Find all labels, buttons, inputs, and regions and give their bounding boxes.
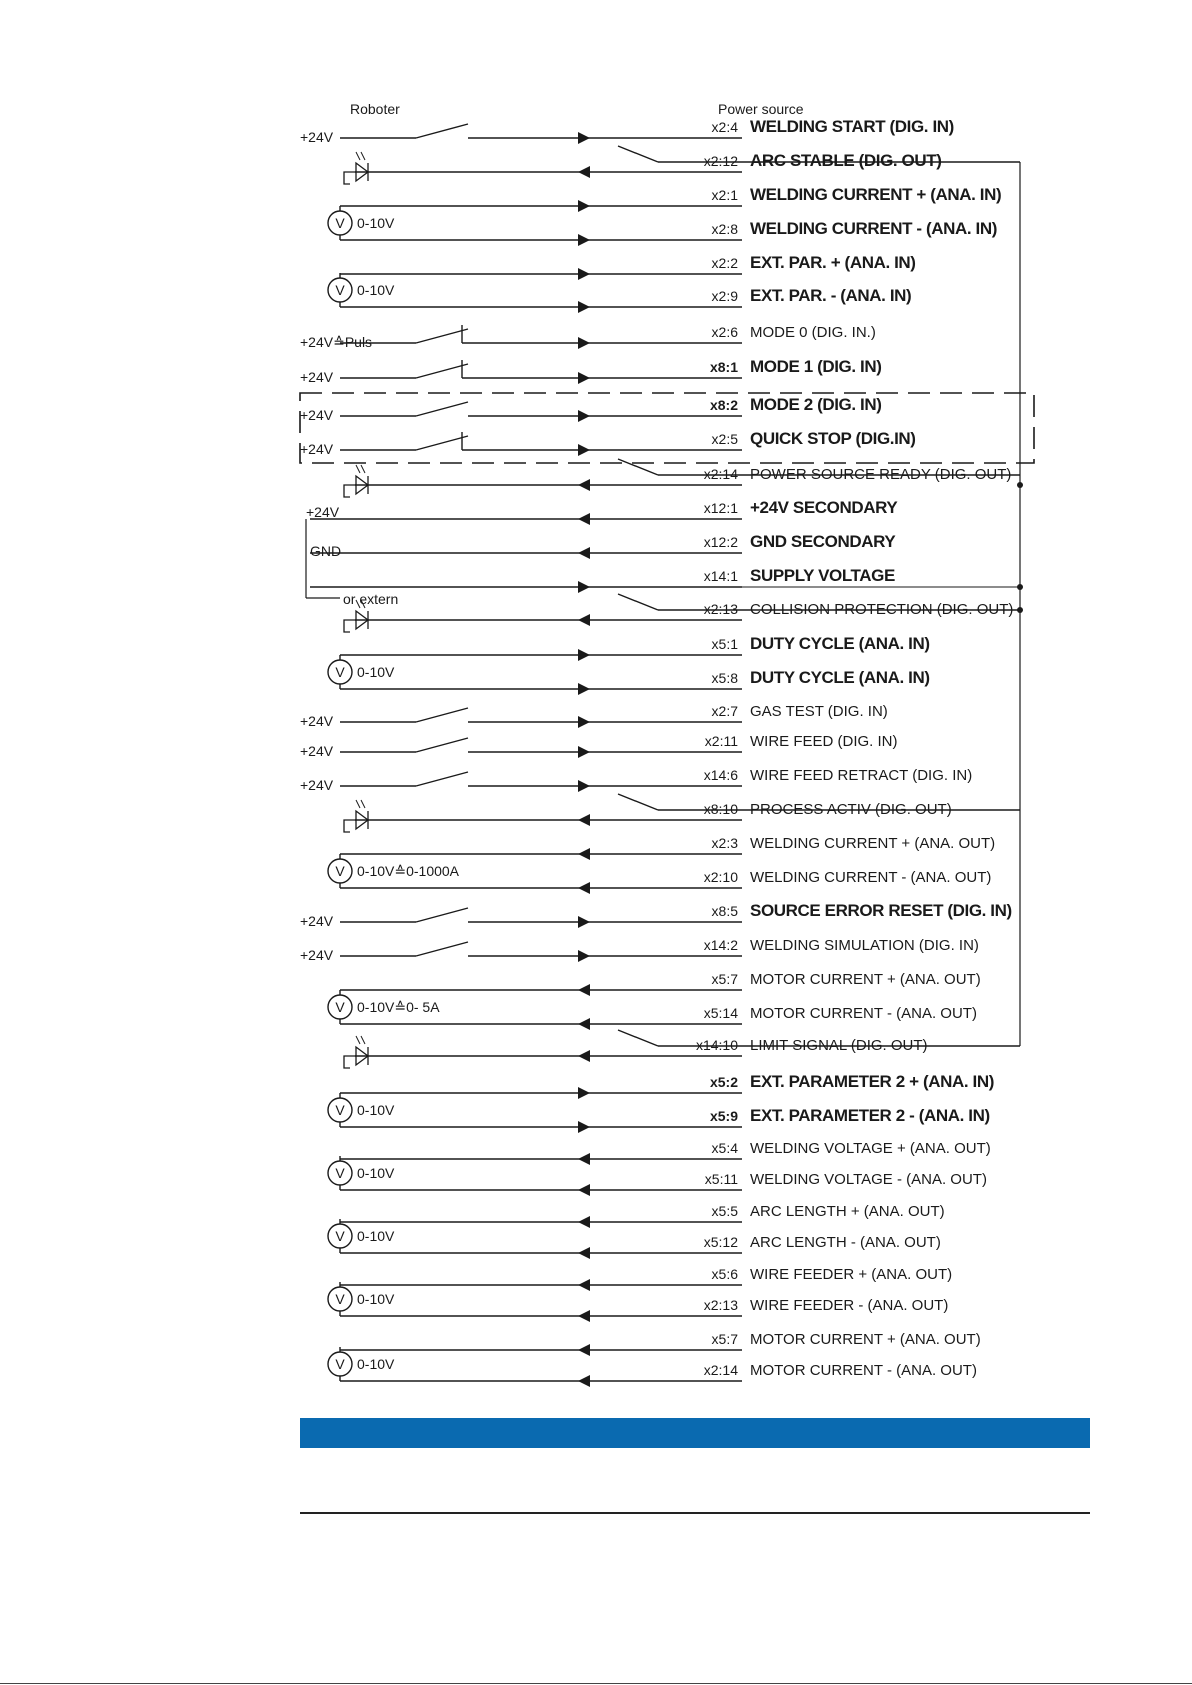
- pin-label: x2:5: [711, 431, 738, 447]
- signal-label: WELDING CURRENT + (ANA. OUT): [750, 835, 996, 852]
- ground-symbol: [344, 1056, 356, 1068]
- voltage-range-label: 0-10V: [357, 1228, 395, 1244]
- arrow-out: [578, 1375, 590, 1387]
- signal-label: WELDING VOLTAGE + (ANA. OUT): [750, 1140, 991, 1157]
- pin-label: x2:8: [711, 221, 738, 237]
- voltage-range-label: 0-10V≙0- 5A: [357, 999, 440, 1015]
- arrow-out: [578, 1310, 590, 1322]
- signal-row: [344, 794, 1020, 832]
- pin-label: x12:1: [703, 500, 738, 516]
- arrow-in: [578, 268, 590, 280]
- pin-label: x5:14: [703, 1005, 738, 1021]
- arrow-out: [578, 848, 590, 860]
- pin-label: x5:7: [711, 1331, 738, 1347]
- signal-row: [300, 357, 882, 385]
- voltmeter-symbol: V: [335, 1291, 345, 1307]
- signal-label: MODE 0 (DIG. IN.): [750, 324, 876, 341]
- source-label: +24V: [300, 947, 334, 963]
- source-label: +24V: [300, 407, 334, 423]
- pin-label: x8:5: [711, 903, 738, 919]
- source-label: +24V: [300, 369, 334, 385]
- signal-label: ARC STABLE (DIG. OUT): [750, 151, 942, 170]
- arrow-in: [578, 950, 590, 962]
- ground-symbol: [344, 485, 356, 497]
- pin-label: x5:7: [711, 971, 738, 987]
- signal-label: WIRE FEED (DIG. IN): [750, 733, 898, 750]
- signal-row: [340, 185, 1001, 212]
- voltmeter-symbol: V: [335, 999, 345, 1015]
- pin-label: x5:6: [711, 1266, 738, 1282]
- signal-row: [328, 1093, 990, 1133]
- power-source-header: Power source: [718, 101, 804, 117]
- signal-row: [328, 1347, 977, 1387]
- source-label: +24V: [300, 743, 334, 759]
- signal-label: MODE 2 (DIG. IN): [750, 395, 882, 414]
- signal-row: [328, 206, 997, 246]
- signal-row: [328, 655, 930, 695]
- pin-label: x2:14: [703, 1362, 738, 1378]
- signal-label: MODE 1 (DIG. IN): [750, 357, 882, 376]
- voltmeter-symbol: V: [335, 282, 345, 298]
- signal-label: +24V SECONDARY: [750, 498, 898, 517]
- signal-label: WIRE FEED RETRACT (DIG. IN): [750, 767, 973, 784]
- signal-label: COLLISION PROTECTION (DIG. OUT): [750, 601, 1014, 618]
- pin-label: x14:1: [703, 568, 738, 584]
- arrow-out: [578, 984, 590, 996]
- signal-row: [328, 273, 911, 313]
- signal-label: GND SECONDARY: [750, 532, 896, 551]
- pin-label: x2:3: [711, 835, 738, 851]
- pin-label: x5:8: [711, 670, 738, 686]
- led-ray: [356, 152, 360, 160]
- led-ray: [361, 465, 365, 473]
- secondary-plus24-label: +24V: [306, 504, 340, 520]
- arrow-out: [578, 479, 590, 491]
- arrow-in: [578, 581, 590, 593]
- signal-label: PROCESS ACTIV (DIG. OUT): [750, 801, 952, 818]
- signal-row: [300, 901, 1012, 929]
- relay-contact: [618, 459, 658, 475]
- page-bottom-rule: [0, 1683, 1192, 1684]
- arrow-in: [578, 301, 590, 313]
- pin-label: x5:11: [704, 1171, 738, 1187]
- signal-label: WIRE FEEDER - (ANA. OUT): [750, 1297, 949, 1314]
- pin-label: x8:2: [709, 397, 738, 413]
- arrow-in: [578, 780, 590, 792]
- arrow-in: [578, 337, 590, 349]
- arrow-out: [578, 614, 590, 626]
- signal-label: EXT. PAR. - (ANA. IN): [750, 286, 912, 305]
- junction-dot: [1017, 607, 1023, 613]
- signal-row: [340, 1266, 952, 1291]
- arrow-out: [578, 1050, 590, 1062]
- signal-row: [340, 1072, 994, 1099]
- signal-row: [344, 459, 1020, 497]
- signal-row: [344, 146, 1020, 184]
- arrow-in: [578, 1121, 590, 1133]
- switch-blade: [416, 402, 468, 416]
- arrow-out: [578, 1216, 590, 1228]
- voltage-range-label: 0-10V: [357, 1165, 395, 1181]
- arrow-in: [578, 132, 590, 144]
- signal-label: MOTOR CURRENT + (ANA. OUT): [750, 971, 981, 988]
- voltmeter-symbol: V: [335, 863, 345, 879]
- signal-rows: [300, 117, 1020, 1387]
- signal-label: EXT. PARAMETER 2 + (ANA. IN): [750, 1072, 994, 1091]
- pin-label: x5:2: [709, 1074, 738, 1090]
- signal-label: ARC LENGTH - (ANA. OUT): [750, 1234, 941, 1251]
- signal-row: [328, 1219, 941, 1259]
- led-ray: [361, 1036, 365, 1044]
- voltage-range-label: 0-10V: [357, 664, 395, 680]
- signal-label: WELDING VOLTAGE - (ANA. OUT): [750, 1171, 987, 1188]
- signal-row: [310, 566, 895, 593]
- arrow-out: [578, 1247, 590, 1259]
- pin-label: x2:10: [703, 869, 738, 885]
- pin-label: x14:2: [703, 937, 738, 953]
- signal-row: [328, 1156, 987, 1196]
- signal-label: WELDING START (DIG. IN): [750, 117, 954, 136]
- gnd-label: GND: [310, 543, 342, 559]
- voltage-range-label: 0-10V: [357, 1291, 395, 1307]
- arrow-out: [578, 1279, 590, 1291]
- signal-row: [328, 1282, 948, 1322]
- pin-label: x5:5: [711, 1203, 738, 1219]
- section-rule: [300, 1512, 1090, 1514]
- signal-label: WELDING SIMULATION (DIG. IN): [750, 937, 979, 954]
- source-label: +24V: [300, 913, 334, 929]
- pin-label: x5:4: [711, 1140, 738, 1156]
- switch-blade: [416, 329, 468, 343]
- arrow-in: [578, 410, 590, 422]
- source-label: +24V: [300, 777, 334, 793]
- arrow-out: [578, 1153, 590, 1165]
- source-label: +24V: [300, 441, 334, 457]
- signal-label: ARC LENGTH + (ANA. OUT): [750, 1203, 945, 1220]
- arrow-in: [578, 716, 590, 728]
- voltmeter-symbol: V: [335, 215, 345, 231]
- signal-row: [300, 117, 954, 145]
- switch-blade: [416, 124, 468, 138]
- source-label: +24V: [300, 129, 334, 145]
- ground-symbol: [344, 620, 356, 632]
- signal-label: MOTOR CURRENT + (ANA. OUT): [750, 1331, 981, 1348]
- junction-dot: [1017, 482, 1023, 488]
- arrow-out: [578, 882, 590, 894]
- arrow-in: [578, 200, 590, 212]
- arrow-in: [578, 649, 590, 661]
- switch-blade: [416, 708, 468, 722]
- ground-symbol: [344, 820, 356, 832]
- signal-label: SUPPLY VOLTAGE: [750, 566, 895, 585]
- signal-row: [300, 429, 916, 457]
- signal-row: [340, 835, 995, 860]
- signal-label: DUTY CYCLE (ANA. IN): [750, 668, 930, 687]
- led-ray: [361, 800, 365, 808]
- led-ray: [361, 152, 365, 160]
- signal-row: [340, 634, 930, 661]
- led-ray: [356, 1036, 360, 1044]
- pin-label: x2:11: [704, 733, 738, 749]
- voltmeter-symbol: V: [335, 1102, 345, 1118]
- signal-row: [300, 733, 898, 759]
- switch-blade: [416, 942, 468, 956]
- led-ray: [356, 800, 360, 808]
- signal-row: [340, 1140, 991, 1165]
- pin-label: x2:1: [711, 187, 738, 203]
- switch-blade: [416, 364, 468, 378]
- signal-row: [328, 854, 991, 894]
- arrow-in: [578, 444, 590, 456]
- pin-label: x8:10: [703, 801, 738, 817]
- source-label: +24V≙Puls: [300, 334, 373, 350]
- voltmeter-symbol: V: [335, 1356, 345, 1372]
- signal-row: [300, 767, 972, 793]
- pin-label: x2:13: [703, 1297, 738, 1313]
- signal-row: [340, 253, 916, 280]
- arrow-out: [578, 166, 590, 178]
- relay-contact: [618, 794, 658, 810]
- signal-label: WELDING CURRENT - (ANA. OUT): [750, 869, 992, 886]
- arrow-out: [578, 547, 590, 559]
- signal-label: POWER SOURCE READY (DIG. OUT): [750, 466, 1012, 483]
- signal-row: [300, 324, 876, 350]
- signal-row: [300, 395, 882, 423]
- signal-label: SOURCE ERROR RESET (DIG. IN): [750, 901, 1012, 920]
- switch-blade: [416, 738, 468, 752]
- pin-label: x2:4: [711, 119, 738, 135]
- arrow-in: [578, 234, 590, 246]
- signal-label: EXT. PARAMETER 2 - (ANA. IN): [750, 1106, 990, 1125]
- or-extern-label: or extern: [343, 591, 399, 607]
- pin-label: x5:1: [711, 636, 738, 652]
- voltage-range-label: 0-10V: [357, 1102, 395, 1118]
- signal-row: [344, 594, 1020, 632]
- arrow-out: [578, 1184, 590, 1196]
- signal-label: MOTOR CURRENT - (ANA. OUT): [750, 1005, 977, 1022]
- arrow-out: [578, 1018, 590, 1030]
- voltmeter-symbol: V: [335, 1165, 345, 1181]
- arrow-in: [578, 683, 590, 695]
- arrow-in: [578, 746, 590, 758]
- pin-label: x5:12: [703, 1234, 738, 1250]
- pin-label: x5:9: [709, 1108, 738, 1124]
- switch-blade: [416, 908, 468, 922]
- pin-label: x14:10: [695, 1037, 738, 1053]
- junction-dot: [1017, 584, 1023, 590]
- arrow-in: [578, 1087, 590, 1099]
- switch-blade: [416, 436, 468, 450]
- signal-label: QUICK STOP (DIG.IN): [750, 429, 916, 448]
- pin-label: x2:9: [711, 288, 738, 304]
- signal-label: GAS TEST (DIG. IN): [750, 703, 888, 720]
- pin-label: x2:13: [703, 601, 738, 617]
- pin-label: x2:6: [711, 324, 738, 340]
- voltmeter-symbol: V: [335, 664, 345, 680]
- section-band: [300, 1418, 1090, 1448]
- relay-contact: [618, 1030, 658, 1046]
- source-label: +24V: [300, 713, 334, 729]
- signal-row: [310, 498, 898, 525]
- signal-row: [300, 937, 979, 963]
- pin-label: x12:2: [703, 534, 738, 550]
- pin-label: x8:1: [709, 359, 738, 375]
- roboter-header: Roboter: [350, 101, 400, 117]
- arrow-out: [578, 513, 590, 525]
- signal-row: [340, 1331, 981, 1356]
- arrow-in: [578, 916, 590, 928]
- pin-label: x2:7: [711, 703, 738, 719]
- arrow-out: [578, 1344, 590, 1356]
- pin-label: x2:2: [711, 255, 738, 271]
- voltage-range-label: 0-10V: [357, 1356, 395, 1372]
- pin-label: x2:14: [703, 466, 738, 482]
- signal-row: [310, 532, 896, 559]
- arrow-out: [578, 814, 590, 826]
- signal-row: [300, 703, 888, 729]
- voltage-range-label: 0-10V: [357, 282, 395, 298]
- signal-row: [328, 990, 977, 1030]
- arrow-in: [578, 372, 590, 384]
- switch-blade: [416, 772, 468, 786]
- signal-row: [340, 971, 981, 996]
- signal-row: [340, 1203, 945, 1228]
- relay-contact: [618, 594, 658, 610]
- signal-label: WELDING CURRENT + (ANA. IN): [750, 185, 1002, 204]
- voltage-range-label: 0-10V: [357, 215, 395, 231]
- option-group-box: [300, 393, 1034, 463]
- relay-contact: [618, 146, 658, 162]
- led-ray: [356, 465, 360, 473]
- signal-label: DUTY CYCLE (ANA. IN): [750, 634, 930, 653]
- signal-label: WIRE FEEDER + (ANA. OUT): [750, 1266, 953, 1283]
- pin-label: x14:6: [703, 767, 738, 783]
- signal-label: LIMIT SIGNAL (DIG. OUT): [750, 1037, 928, 1054]
- voltage-range-label: 0-10V≙0-1000A: [357, 863, 460, 879]
- pin-label: x2:12: [703, 153, 738, 169]
- signal-label: MOTOR CURRENT - (ANA. OUT): [750, 1362, 977, 1379]
- signal-row: [344, 1030, 1020, 1068]
- signal-label: EXT. PAR. + (ANA. IN): [750, 253, 916, 272]
- signal-label: WELDING CURRENT - (ANA. IN): [750, 219, 998, 238]
- ground-symbol: [344, 172, 356, 184]
- voltmeter-symbol: V: [335, 1228, 345, 1244]
